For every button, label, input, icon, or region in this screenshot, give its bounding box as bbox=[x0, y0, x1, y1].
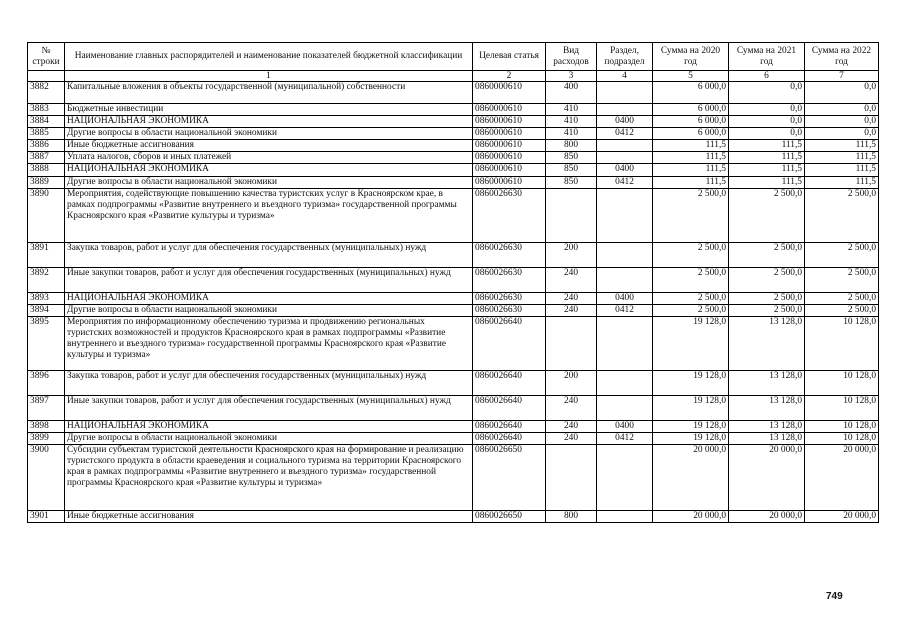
row-target-article: 0860000610 bbox=[473, 128, 546, 140]
column-number: 3 bbox=[546, 71, 597, 82]
row-sum-2020: 20 000,0 bbox=[653, 511, 729, 523]
table-row bbox=[28, 316, 879, 370]
table-row bbox=[28, 432, 879, 444]
row-target-article: 0860026630 bbox=[473, 292, 546, 304]
row-expense-type: 240 bbox=[546, 267, 597, 292]
row-section: 0400 bbox=[597, 292, 653, 304]
row-sum-2022: 111,5 bbox=[805, 176, 879, 188]
row-expense-type: 410 bbox=[546, 116, 597, 128]
row-sum-2022: 2 500,0 bbox=[805, 242, 879, 267]
row-sum-2021: 0,0 bbox=[729, 116, 805, 128]
row-sum-2021: 2 500,0 bbox=[729, 304, 805, 316]
row-name: НАЦИОНАЛЬНАЯ ЭКОНОМИКА bbox=[65, 116, 473, 128]
row-sum-2020: 6 000,0 bbox=[653, 104, 729, 116]
row-expense-type: 800 bbox=[546, 140, 597, 152]
table-row bbox=[28, 140, 879, 152]
row-expense-type: 410 bbox=[546, 104, 597, 116]
header-sum-2020: Сумма на 2020 год bbox=[653, 43, 729, 71]
row-section bbox=[597, 370, 653, 395]
row-sum-2021: 13 128,0 bbox=[729, 432, 805, 444]
header-target-article: Целевая статья bbox=[473, 43, 546, 71]
column-number: 2 bbox=[473, 71, 546, 82]
row-name: Мероприятия, содействующие повышению качества туристских услуг в Красноярском крае, в рамках подпрограммы «Развитие внутреннего и въездного туризма» государственной программы Красноярского края «Развитие культуры и туризма» bbox=[65, 188, 473, 242]
row-name: Закупка товаров, работ и услуг для обеспечения государственных (муниципальных) нужд bbox=[65, 242, 473, 267]
row-sum-2022: 0,0 bbox=[805, 104, 879, 116]
row-target-article: 0860000610 bbox=[473, 164, 546, 176]
row-sum-2022: 111,5 bbox=[805, 164, 879, 176]
row-sum-2021: 13 128,0 bbox=[729, 316, 805, 370]
row-expense-type: 240 bbox=[546, 420, 597, 432]
table-header-row bbox=[28, 43, 879, 71]
page-number: 749 bbox=[826, 591, 843, 602]
row-sum-2022: 2 500,0 bbox=[805, 304, 879, 316]
row-sum-2021: 2 500,0 bbox=[729, 267, 805, 292]
table-row bbox=[28, 116, 879, 128]
row-target-article: 0860026630 bbox=[473, 242, 546, 267]
row-number: 3898 bbox=[28, 420, 65, 432]
row-target-article: 0860026650 bbox=[473, 445, 546, 511]
row-target-article: 0860000610 bbox=[473, 152, 546, 164]
row-section bbox=[597, 104, 653, 116]
row-sum-2021: 2 500,0 bbox=[729, 292, 805, 304]
row-expense-type: 240 bbox=[546, 292, 597, 304]
row-sum-2021: 111,5 bbox=[729, 152, 805, 164]
table-row bbox=[28, 82, 879, 104]
row-sum-2021: 111,5 bbox=[729, 140, 805, 152]
row-number: 3899 bbox=[28, 432, 65, 444]
row-name: НАЦИОНАЛЬНАЯ ЭКОНОМИКА bbox=[65, 164, 473, 176]
row-sum-2020: 2 500,0 bbox=[653, 242, 729, 267]
row-target-article: 0860026640 bbox=[473, 395, 546, 420]
row-target-article: 0860000610 bbox=[473, 82, 546, 104]
row-number: 3883 bbox=[28, 104, 65, 116]
row-sum-2020: 111,5 bbox=[653, 140, 729, 152]
row-number: 3889 bbox=[28, 176, 65, 188]
row-sum-2020: 20 000,0 bbox=[653, 445, 729, 511]
row-sum-2020: 2 500,0 bbox=[653, 267, 729, 292]
row-sum-2020: 19 128,0 bbox=[653, 395, 729, 420]
row-sum-2020: 2 500,0 bbox=[653, 304, 729, 316]
row-sum-2020: 19 128,0 bbox=[653, 316, 729, 370]
header-expense-type: Вид расходов bbox=[546, 43, 597, 71]
table-row bbox=[28, 292, 879, 304]
row-name: Другие вопросы в области национальной экономики bbox=[65, 176, 473, 188]
row-section: 0400 bbox=[597, 164, 653, 176]
row-sum-2022: 10 128,0 bbox=[805, 316, 879, 370]
row-sum-2021: 0,0 bbox=[729, 104, 805, 116]
row-number: 3900 bbox=[28, 445, 65, 511]
row-expense-type bbox=[546, 188, 597, 242]
row-sum-2021: 2 500,0 bbox=[729, 188, 805, 242]
row-name: НАЦИОНАЛЬНАЯ ЭКОНОМИКА bbox=[65, 292, 473, 304]
row-name: НАЦИОНАЛЬНАЯ ЭКОНОМИКА bbox=[65, 420, 473, 432]
row-name: Закупка товаров, работ и услуг для обеспечения государственных (муниципальных) нужд bbox=[65, 370, 473, 395]
table-row bbox=[28, 420, 879, 432]
row-target-article: 0860000610 bbox=[473, 104, 546, 116]
table-row bbox=[28, 445, 879, 511]
row-target-article: 0860026630 bbox=[473, 188, 546, 242]
row-expense-type: 240 bbox=[546, 304, 597, 316]
row-section bbox=[597, 445, 653, 511]
row-expense-type: 410 bbox=[546, 128, 597, 140]
row-section: 0412 bbox=[597, 432, 653, 444]
row-expense-type bbox=[546, 316, 597, 370]
row-sum-2022: 10 128,0 bbox=[805, 420, 879, 432]
row-expense-type: 400 bbox=[546, 82, 597, 104]
row-name: Другие вопросы в области национальной экономики bbox=[65, 128, 473, 140]
row-sum-2022: 20 000,0 bbox=[805, 511, 879, 523]
table-row bbox=[28, 304, 879, 316]
row-name: Бюджетные инвестиции bbox=[65, 104, 473, 116]
row-sum-2022: 2 500,0 bbox=[805, 188, 879, 242]
row-sum-2021: 111,5 bbox=[729, 164, 805, 176]
row-number: 3895 bbox=[28, 316, 65, 370]
row-target-article: 0860026630 bbox=[473, 304, 546, 316]
row-target-article: 0860026640 bbox=[473, 316, 546, 370]
row-sum-2022: 2 500,0 bbox=[805, 267, 879, 292]
row-sum-2021: 13 128,0 bbox=[729, 370, 805, 395]
row-target-article: 0860026640 bbox=[473, 420, 546, 432]
row-section: 0412 bbox=[597, 304, 653, 316]
row-section: 0400 bbox=[597, 420, 653, 432]
row-target-article: 0860026640 bbox=[473, 370, 546, 395]
row-number: 3901 bbox=[28, 511, 65, 523]
row-number: 3882 bbox=[28, 82, 65, 104]
table-row bbox=[28, 511, 879, 523]
row-name: Капитальные вложения в объекты государственной (муниципальной) собственности bbox=[65, 82, 473, 104]
row-target-article: 0860000610 bbox=[473, 140, 546, 152]
column-number: 1 bbox=[65, 71, 473, 82]
row-number: 3891 bbox=[28, 242, 65, 267]
row-sum-2022: 111,5 bbox=[805, 152, 879, 164]
row-name: Иные бюджетные ассигнования bbox=[65, 511, 473, 523]
row-target-article: 0860026650 bbox=[473, 511, 546, 523]
row-number: 3886 bbox=[28, 140, 65, 152]
row-sum-2022: 10 128,0 bbox=[805, 432, 879, 444]
row-number: 3888 bbox=[28, 164, 65, 176]
row-section bbox=[597, 511, 653, 523]
table-body bbox=[28, 82, 879, 523]
row-number: 3884 bbox=[28, 116, 65, 128]
row-number: 3897 bbox=[28, 395, 65, 420]
row-sum-2020: 6 000,0 bbox=[653, 128, 729, 140]
row-name: Другие вопросы в области национальной экономики bbox=[65, 304, 473, 316]
row-section bbox=[597, 152, 653, 164]
row-section bbox=[597, 395, 653, 420]
table-row bbox=[28, 152, 879, 164]
column-number: 4 bbox=[597, 71, 653, 82]
row-number: 3885 bbox=[28, 128, 65, 140]
row-sum-2022: 0,0 bbox=[805, 82, 879, 104]
row-name: Уплата налогов, сборов и иных платежей bbox=[65, 152, 473, 164]
row-sum-2022: 2 500,0 bbox=[805, 292, 879, 304]
row-sum-2022: 0,0 bbox=[805, 116, 879, 128]
row-name: Иные закупки товаров, работ и услуг для обеспечения государственных (муниципальных) нужд bbox=[65, 267, 473, 292]
header-sum-2022: Сумма на 2022 год bbox=[805, 43, 879, 71]
row-expense-type: 200 bbox=[546, 370, 597, 395]
row-section bbox=[597, 267, 653, 292]
row-sum-2020: 19 128,0 bbox=[653, 370, 729, 395]
row-name: Иные бюджетные ассигнования bbox=[65, 140, 473, 152]
header-row-number: № строки bbox=[28, 43, 65, 71]
row-sum-2022: 10 128,0 bbox=[805, 370, 879, 395]
column-number bbox=[28, 71, 65, 82]
row-sum-2020: 19 128,0 bbox=[653, 420, 729, 432]
row-section: 0412 bbox=[597, 128, 653, 140]
row-sum-2021: 13 128,0 bbox=[729, 395, 805, 420]
row-section bbox=[597, 242, 653, 267]
row-section bbox=[597, 188, 653, 242]
row-name: Иные закупки товаров, работ и услуг для обеспечения государственных (муниципальных) нужд bbox=[65, 395, 473, 420]
table-row bbox=[28, 128, 879, 140]
column-number: 7 bbox=[805, 71, 879, 82]
row-section bbox=[597, 140, 653, 152]
row-sum-2021: 13 128,0 bbox=[729, 420, 805, 432]
row-expense-type: 850 bbox=[546, 152, 597, 164]
row-name: Субсидии субъектам туристской деятельности Красноярского края на формирование и реализацию туристского продукта в области краеведения и социального туризма на территории Красноярского края в рамках подпрограммы «Развитие внутреннего и въездного туризма» государственной программы Красноярского края «Развитие культуры и туризма» bbox=[65, 445, 473, 511]
row-expense-type: 850 bbox=[546, 176, 597, 188]
row-expense-type bbox=[546, 445, 597, 511]
row-section bbox=[597, 82, 653, 104]
row-target-article: 0860026640 bbox=[473, 432, 546, 444]
table-row bbox=[28, 242, 879, 267]
table-row bbox=[28, 188, 879, 242]
row-sum-2022: 10 128,0 bbox=[805, 395, 879, 420]
row-number: 3890 bbox=[28, 188, 65, 242]
row-expense-type: 850 bbox=[546, 164, 597, 176]
row-sum-2021: 0,0 bbox=[729, 82, 805, 104]
row-sum-2020: 2 500,0 bbox=[653, 188, 729, 242]
row-sum-2020: 19 128,0 bbox=[653, 432, 729, 444]
table-row bbox=[28, 176, 879, 188]
row-target-article: 0860026630 bbox=[473, 267, 546, 292]
column-number: 5 bbox=[653, 71, 729, 82]
row-expense-type: 240 bbox=[546, 395, 597, 420]
row-section bbox=[597, 316, 653, 370]
row-sum-2021: 2 500,0 bbox=[729, 242, 805, 267]
row-sum-2020: 111,5 bbox=[653, 176, 729, 188]
row-number: 3896 bbox=[28, 370, 65, 395]
table-row bbox=[28, 370, 879, 395]
row-number: 3892 bbox=[28, 267, 65, 292]
budget-table bbox=[27, 42, 879, 523]
table-row bbox=[28, 104, 879, 116]
column-number-row bbox=[28, 71, 879, 82]
table-row bbox=[28, 267, 879, 292]
row-sum-2021: 111,5 bbox=[729, 176, 805, 188]
row-target-article: 0860000610 bbox=[473, 176, 546, 188]
row-sum-2022: 20 000,0 bbox=[805, 445, 879, 511]
row-sum-2022: 0,0 bbox=[805, 128, 879, 140]
row-sum-2020: 2 500,0 bbox=[653, 292, 729, 304]
row-number: 3887 bbox=[28, 152, 65, 164]
table-row bbox=[28, 395, 879, 420]
row-number: 3893 bbox=[28, 292, 65, 304]
header-sum-2021: Сумма на 2021 год bbox=[729, 43, 805, 71]
column-number: 6 bbox=[729, 71, 805, 82]
header-name: Наименование главных распорядителей и наименование показателей бюджетной классификации bbox=[65, 43, 473, 71]
header-section: Раздел, подраздел bbox=[597, 43, 653, 71]
row-section: 0400 bbox=[597, 116, 653, 128]
row-target-article: 0860000610 bbox=[473, 116, 546, 128]
row-sum-2021: 20 000,0 bbox=[729, 511, 805, 523]
row-sum-2020: 6 000,0 bbox=[653, 82, 729, 104]
row-expense-type: 800 bbox=[546, 511, 597, 523]
table-row bbox=[28, 164, 879, 176]
row-expense-type: 200 bbox=[546, 242, 597, 267]
row-number: 3894 bbox=[28, 304, 65, 316]
row-sum-2021: 20 000,0 bbox=[729, 445, 805, 511]
row-sum-2022: 111,5 bbox=[805, 140, 879, 152]
row-sum-2020: 111,5 bbox=[653, 152, 729, 164]
row-sum-2020: 111,5 bbox=[653, 164, 729, 176]
row-name: Другие вопросы в области национальной экономики bbox=[65, 432, 473, 444]
row-expense-type: 240 bbox=[546, 432, 597, 444]
row-name: Мероприятия по информационному обеспечению туризма и продвижению региональных туристских возможностей и продуктов Красноярского края в рамках подпрограммы «Развитие внутреннего и въездного туризма» государственной программы Красноярского края «Развитие культуры и туризма» bbox=[65, 316, 473, 370]
row-sum-2020: 6 000,0 bbox=[653, 116, 729, 128]
row-section: 0412 bbox=[597, 176, 653, 188]
row-sum-2021: 0,0 bbox=[729, 128, 805, 140]
